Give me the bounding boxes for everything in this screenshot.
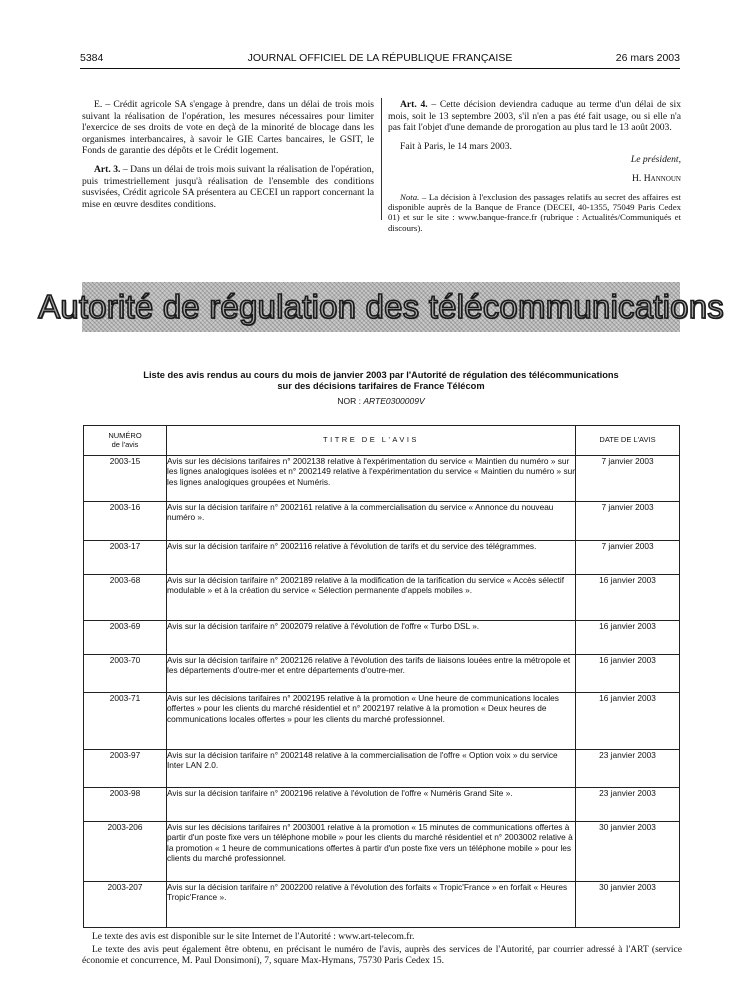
column-divider [381, 98, 382, 220]
table-row [84, 655, 680, 693]
avis-title: Avis sur la décision tarifaire n° 2002079 relative à l'évolution de l'offre « Turbo DSL ». [167, 621, 576, 655]
avis-number: 2003-69 [84, 621, 167, 655]
table-header-row [84, 426, 680, 456]
avis-title: Avis sur la décision tarifaire n° 2002189 relative à la modification de la tarification du service « Accès sélectif modulable » et à la création du service « Sélection permanente d'appels mobiles ». [167, 575, 576, 621]
avis-title: Avis sur la décision tarifaire n° 2002148 relative à la commercialisation de l'offre « Option voix » du service Inter LAN 2.0. [167, 750, 576, 788]
avis-date: 16 janvier 2003 [576, 575, 680, 621]
table-row [84, 693, 680, 750]
table-row [84, 882, 680, 928]
page-header [80, 52, 680, 66]
table-row [84, 750, 680, 788]
avis-date: 23 janvier 2003 [576, 788, 680, 822]
avis-date: 7 janvier 2003 [576, 541, 680, 575]
nor-reference [82, 396, 680, 406]
article-4-text: – Cette décision deviendra caduque au terme d'un délai de six mois, soit le 13 septembre 2003, s'il n'en a pas été fait usage, ou si elle n'a pas fait l'objet d'une demande de prorogation au plus tard le 13 août 2003. [388, 99, 681, 134]
table-row [84, 621, 680, 655]
right-column [388, 99, 681, 240]
footer-line1: Le texte des avis est disponible sur le site Internet de l'Autorité : www.art-telecom.fr. [92, 932, 415, 942]
avis-date: 16 janvier 2003 [576, 655, 680, 693]
fait-a-paris: Fait à Paris, le 14 mars 2003. [400, 140, 512, 152]
avis-number: 2003-207 [84, 882, 167, 928]
footer-line2: Le texte des avis peut également être obtenu, en précisant le numéro de l'avis, auprès des services de l'Autorité, par courrier adressé à l'ART (service économie et concurrence, M. Paul Donsimoni), 7, square Max-Hymans, 75730 Paris Cedex 15. [82, 944, 682, 967]
avis-table [83, 425, 680, 928]
nor-value: ARTE0300009V [363, 396, 425, 406]
avis-date: 30 janvier 2003 [576, 822, 680, 882]
avis-number: 2003-206 [84, 822, 167, 882]
header-numero-line2: de l'avis [111, 439, 139, 449]
nor-label: NOR : [337, 396, 364, 406]
list-title-line1: Liste des avis rendus au cours du mois de janvier 2003 par l'Autorité de régulation des télécommunications [143, 370, 619, 380]
signature-name: H. Hannoun [632, 172, 681, 184]
banner-title: Autorité de régulation des télécommunications [38, 288, 724, 325]
header-numero [84, 426, 167, 456]
avis-date: 7 janvier 2003 [576, 502, 680, 541]
section-banner [38, 282, 724, 332]
article-3-label: Art. 3. [94, 163, 121, 175]
article-3-text: – Dans un délai de trois mois suivant la réalisation de l'opération, puis trimestriellement jusqu'à réalisation de l'ensemble des conditions susvisées, Crédit agricole SA présentera au CECEI un rapport concernant la mise en œuvre desdites conditions. [82, 163, 375, 210]
avis-number: 2003-97 [84, 750, 167, 788]
avis-title: Avis sur la décision tarifaire n° 2002200 relative à l'évolution des forfaits « Tropic'France » en forfait « Heures Tropic'France ». [167, 882, 576, 928]
table-row [84, 456, 680, 502]
signature-role: Le président, [630, 154, 681, 166]
avis-title: Avis sur les décisions tarifaires n° 2003001 relative à la promotion « 15 minutes de communications offertes à partir d'un poste fixe vers un téléphone mobile » pour les clients du marché résidentiel et n° 2003002 relative à la promotion « 1 heure de communications offertes à partir d'un poste fixe vers un téléphone mobile » pour les clients du marché professionnel. [167, 822, 576, 882]
left-column [82, 99, 374, 217]
avis-number: 2003-71 [84, 693, 167, 750]
list-title [82, 370, 680, 392]
avis-title: Avis sur les décisions tarifaires n° 2002195 relative à la promotion « Une heure de communications locales offertes » pour les clients du marché résidentiel et n° 2002197 relative à la promotion « Deux heures de communications locales offertes » pour les clients du marché professionnel. [167, 693, 576, 750]
header-date: DATE DE L'AVIS [576, 426, 680, 456]
header-numero-line1: NUMÉRO [108, 431, 142, 440]
page-number: 5384 [80, 52, 104, 64]
table-row [84, 541, 680, 575]
avis-date: 7 janvier 2003 [576, 456, 680, 502]
table-row [84, 822, 680, 882]
nota-text: – La décision à l'exclusion des passages relatifs au secret des affaires est disponible auprès de la Banque de France (DECEI, 40-1355, 75049 Paris Cedex 01) et sur le site : www.banque-france.fr (rubrique : Actualités/Communiqués et discours). [388, 191, 681, 233]
avis-title: Avis sur la décision tarifaire n° 2002116 relative à l'évolution de tarifs et du service des télégrammes. [167, 541, 576, 575]
avis-date: 30 janvier 2003 [576, 882, 680, 928]
avis-number: 2003-17 [84, 541, 167, 575]
issue-date: 26 mars 2003 [615, 52, 680, 64]
avis-number: 2003-15 [84, 456, 167, 502]
nota [388, 192, 681, 234]
article-4 [388, 99, 681, 134]
avis-number: 2003-70 [84, 655, 167, 693]
avis-title: Avis sur la décision tarifaire n° 2002126 relative à l'évolution des tarifs de liaisons louées entre la métropole et les départements d'outre-mer et entre départements d'outre-mer. [167, 655, 576, 693]
article-4-label: Art. 4. [400, 99, 428, 110]
table-row [84, 575, 680, 621]
avis-title: Avis sur les décisions tarifaires n° 2002138 relative à l'expérimentation du service « Maintien du numéro » sur les lignes analogiques isolées et n° 2002149 relative à l'expérimentation du service « Maintien du numéro » sur les lignes analogiques groupées et Numéris. [167, 456, 576, 502]
article-3 [82, 164, 374, 210]
header-rule [80, 68, 680, 69]
avis-number: 2003-98 [84, 788, 167, 822]
journal-title: JOURNAL OFFICIEL DE LA RÉPUBLIQUE FRANÇAISE [247, 52, 513, 64]
avis-date: 23 janvier 2003 [576, 750, 680, 788]
nota-label: Nota. [400, 191, 420, 202]
footer-notes [82, 932, 682, 969]
table-body [84, 456, 680, 928]
list-title-line2: sur des décisions tarifaires de France Télécom [277, 381, 485, 391]
avis-number: 2003-68 [84, 575, 167, 621]
avis-title: Avis sur la décision tarifaire n° 2002196 relative à l'évolution de l'offre « Numéris Grand Site ». [167, 788, 576, 822]
table-row [84, 502, 680, 541]
avis-date: 16 janvier 2003 [576, 693, 680, 750]
table-row [84, 788, 680, 822]
avis-date: 16 janvier 2003 [576, 621, 680, 655]
header-titre: TITRE DE L'AVIS [167, 426, 576, 456]
paragraph-e: E. – Crédit agricole SA s'engage à prendre, dans un délai de trois mois suivant la réalisation de l'opération, les mesures nécessaires pour limiter l'exercice de ses droits de vote en deçà de la minorité de blocage dans les organismes interbancaires, à savoir le GIE Cartes bancaires, le GSIT, le Fonds de garantie des dépôts et le Crédit logement. [82, 99, 374, 157]
avis-title: Avis sur la décision tarifaire n° 2002161 relative à la commercialisation du service « Annonce du nouveau numéro ». [167, 502, 576, 541]
avis-number: 2003-16 [84, 502, 167, 541]
